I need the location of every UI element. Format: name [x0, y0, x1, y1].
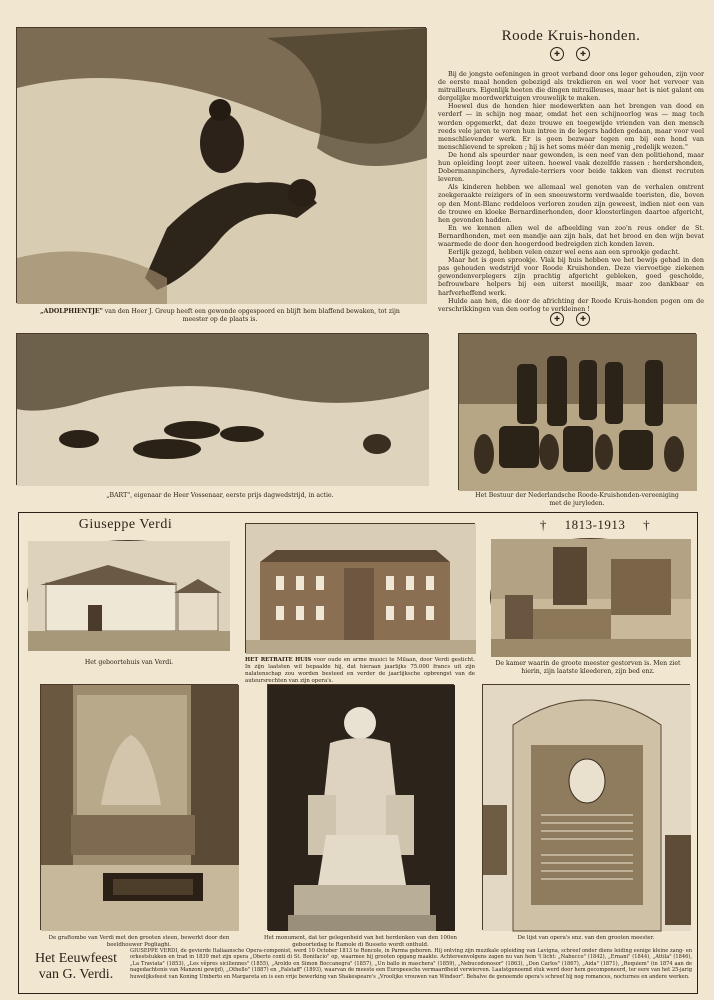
photo-bestuur [458, 333, 696, 490]
photo-geboortehuis [27, 540, 229, 650]
caption-kamer: De kamer waarin de groote meester gestorven is. Men ziet hierin, zijn laatste kleederen, zijn bed enz. [495, 660, 681, 675]
photo-bart-illustration [17, 334, 429, 486]
article-paragraph: De hond als speurder naar gewonden, is een neef van den politiehond, maar hun opleiding loopt zeer uiteen. hoewel vaak dezelfde rassen : herdershonden, Dobermannpinchers, Ayredale-terriers voor beide takken van dienst recruten leveren. [438, 150, 704, 184]
photo-monument [267, 684, 454, 930]
article-paragraph: Als kinderen hebben we allemaal wel genoten van de verhalen omtrent zoekgeraakte reizigers of in een sneeuwstorm verdwaalde toeristen, die, boven op den Mont-Blanc reddeloos verloren zouden zijn geweest, indien niet een van de trouwe en kloeke Bernardinerhonden, door kloosterlingen daartoe afgericht, hen gevonden hadden. [438, 183, 704, 224]
eeuwfeest-line-1: Het Eeuwfeest [34, 951, 118, 966]
article-paragraph: Hoewel dus de honden hier medewerkten aan het brengen van dood en verderf — in schijn nog maar, omdat het een schijnoorlog was — mag toch worden opgemerkt, dat deze trouwe en toegewijde vrienden van den mensch reeds vele jaren te voren hun intree in de legers hadden gedaan, maar voor veel menschlievender werk. Er is geen bezwaar tegen om bij een hond van menschlievend te spreken ; hij is het soms méér dan menig „redelijk wezen." [438, 102, 704, 151]
photo-retraite-huis [245, 523, 475, 653]
photo-bestuur-illustration [459, 334, 697, 491]
cross-right-icon: † [643, 517, 651, 532]
article-paragraph: Eerlijk gezegd, hebben velen onzer wel eens aan een sprookje gedacht. [448, 248, 680, 257]
verdi-title: Giuseppe Verdi [78, 517, 173, 532]
article-paragraph: Maar het is geen sprookje. Vlak bij huis hebben we het bewijs gehad in den pas gehouden wedstrijd voor Roode Kruishonden. Deze viervoetige ziekenen gewondenverplegers zijn prachtig afgericht gebleken, goed gescholde, befrouwbare helpers bij een uiterst moeilijk, maar zoo dankbaar en harfverheffend werk. [438, 256, 704, 297]
verdi-years-header [500, 517, 690, 533]
article-paragraph: Bij de jongste oefeningen in groot verband door ons leger gehouden, zijn voor de eerste maal honden gebezigd als trekdieren en wel voor het vervoer van mitrailleurs. Eigenlijk heeten die dingen mitrailleuses, maar het is niet galant om dergelijke moordwerktuigen vrouwelijk te maken. [438, 70, 704, 103]
verdi-bio: GIUSEPPE VERDI, de gevierde Italiaansche Opera-componist, werd 10 October 1813 te Roncole, in Parma geboren. Hij ontving zijn muzikale opleiding van Lavigna, schreef onder diens leiding eenige kleine zang- en orkeststukken en trad in 1839 met zijn opera „Oberto conti di St. Bonifacio" op, waarmee hij grooten opgang maakte. Achtereenvolgens zagen nu van hem 't licht: „Nabucco" (1842), „Ernani" (1844), „Attila" (1846), „La Traviata" (1853), „Les vêpres siciliennes" (1855), „Aroldo en Simon Boccanegra" (1857), „Un ballo in maschera" (1859), „Nebucodonosor" (1863), „Don Carlos" (1867), „Aida" (1871), „Requiem" (in 1874 aan de nagedachtenis van Manzoni gewijd), „Othello" (1887) en „Falstaff" (1893), waarvan de meeste een Europeesche vermaardheid verwierven. Laatstgenoemd stuk werd door hem gecomponeerd, ter eere van het 25-jarig huwelijksfeest van Koning Umberto en Margareta en is een vrije bewerking van Shakespeare's „Vroolijke vrouwen van Windsor". Behalve de genoemde opera's schreef hij nog romances, nocturnes en andere werken. [130, 948, 692, 980]
red-cross-rosette-icon: ✚ [576, 312, 590, 326]
article-rosettes-bottom [540, 312, 600, 326]
caption-retraite-lead: HET RETRAITE HUIS [245, 657, 312, 663]
caption-adolphientje-lead: „ADOLPHIENTJE" [40, 308, 103, 315]
photo-kamer [490, 538, 690, 656]
red-cross-rosette-icon: ✚ [550, 312, 564, 326]
photo-bart [16, 333, 428, 485]
verdi-eeuwfeest-title [26, 951, 126, 983]
eeuwfeest-line-2: van G. Verdi. [38, 967, 114, 982]
photo-monument-illustration [268, 685, 455, 931]
photo-adolphientje-illustration [17, 28, 427, 304]
photo-kamer-illustration [491, 539, 691, 657]
caption-monument: Het monument, dat ter gelegenheid van het herdenken van den 100en geboortedag te Ramole di Busseto wordt onthuld. [263, 935, 458, 948]
photo-geboortehuis-illustration [28, 541, 230, 651]
caption-graftombe: De graftombe van Verdi met den grooten steen, bewerkt door den beeldhouwer Pogliaghi. [48, 935, 230, 948]
photo-lijst [482, 684, 690, 930]
photo-retraite-huis-illustration [246, 524, 476, 654]
article-body [438, 70, 704, 313]
red-cross-rosette-icon: ✚ [576, 47, 590, 61]
photo-adolphientje [16, 27, 426, 303]
caption-retraite-huis [245, 657, 475, 685]
article-title: Roode Kruis-honden. [501, 28, 641, 44]
photo-graftombe-illustration [41, 685, 239, 931]
article-paragraph: En we kennen allen wel de afbeelding van zoo'n reus onder de St. Bernardhonden, met een mandje aan zijn hals, dat het brood en den wijn bevat waarmede de door den hoogerdood bedreigden zich konden laven. [438, 223, 704, 248]
caption-retraite-text: voor oude en arme musici te Milaan, door Verdi gesticht. In zijn laatsten wil bepaalde hij, dat hieraan jaarlijks 75.000 francs uit zijn nalatenschap zou worden besteed en verder de jaarlijksche opbrengst van de auteursrechten van zijn opera's. [245, 657, 475, 684]
photo-lijst-illustration [483, 685, 691, 931]
article-paragraph: Hulde aan hen, die door de africhting der Roode Kruis-honden pogen om de verschrikkingen van den oorlog te verkleinen ! [438, 296, 704, 313]
caption-bestuur: Het Bestuur der Nederlandsche Roode-Kruishonden-vereeniging met de juryleden. [475, 492, 679, 507]
caption-geboortehuis: Het geboortehuis van Verdi. [84, 659, 174, 666]
photo-graftombe [40, 684, 238, 930]
cross-left-icon: † [539, 517, 547, 532]
red-cross-rosette-icon: ✚ [550, 47, 564, 61]
caption-lijst: De lijst van opera's enz. van den grooten meester. [517, 935, 655, 941]
caption-adolphientje-text: van den Heer J. Greup heeft een gewonde opgespoord en blijft hem blaffend bewaken, tot zijn meester op de plaats is. [104, 308, 400, 323]
caption-adolphientje [40, 308, 400, 324]
caption-bart: „BART", eigenaar de Heer Vossenaar, eerste prijs dagwedstrijd, in actie. [106, 492, 334, 499]
article-rosettes-top [540, 47, 600, 61]
verdi-years: 1813-1913 [564, 517, 626, 532]
